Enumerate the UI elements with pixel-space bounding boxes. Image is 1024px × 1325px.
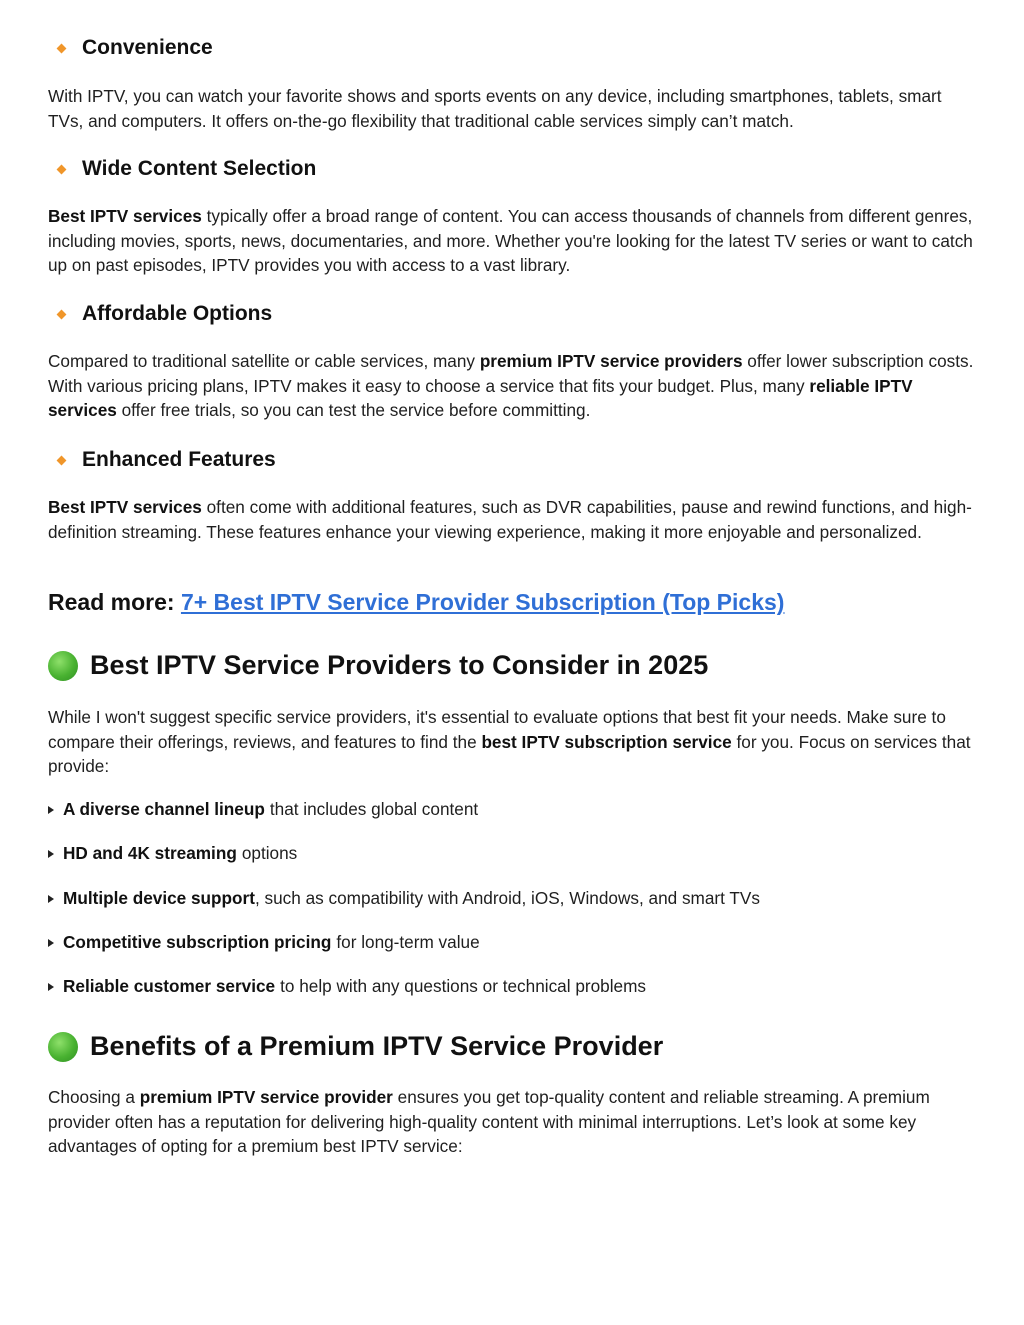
paragraph-text: Choosing a [48,1087,135,1107]
green-circle-icon [48,651,78,681]
heading-text: Best IPTV Service Providers to Consider in 2025 [90,650,709,680]
paragraph-text: offer lower subscription costs. With various pricing plans, IPTV makes it easy to choose a service that fits your budget. Plus, many [48,351,974,396]
paragraph-text: offer free trials, so you can test the service before committing. [121,400,591,420]
heading-text: Affordable Options [82,302,273,325]
orange-diamond-icon [57,455,67,465]
bold-phrase: HD and 4K streaming [63,843,237,863]
list-item [48,976,646,997]
list-item [48,799,478,820]
paragraph-text: While I won't suggest specific service providers, it's essential to evaluate options that best fit your needs. Make sure to compare their offerings, reviews, and features to find the [48,707,946,752]
heading-text: Wide Content Selection [82,157,317,180]
list-item-text: for long-term value [336,932,480,952]
bold-phrase: best IPTV subscription service [481,731,732,752]
section-heading-convenience [56,36,213,60]
bold-phrase: Multiple device support [63,888,255,908]
heading-benefits [48,1031,663,1062]
list-item-text: options [241,843,298,863]
triangle-bullet-icon [48,895,54,903]
paragraph-text: Compared to traditional satellite or cable services, many [48,351,476,371]
list-item [48,843,297,864]
bold-phrase: Competitive subscription pricing [63,932,332,952]
paragraph-benefits [48,1085,978,1159]
bold-phrase: premium IPTV service providers [479,351,743,371]
triangle-bullet-icon [48,806,54,814]
orange-diamond-icon [57,309,67,319]
bold-phrase: A diverse channel lineup [63,799,265,819]
paragraph-providers-intro [48,705,978,779]
bold-phrase: reliable IPTV services [48,375,913,420]
list-item [48,888,760,909]
triangle-bullet-icon [48,983,54,991]
green-circle-icon [48,1032,78,1062]
section-heading-affordable [56,302,272,326]
list-item-text: that includes global content [269,799,479,819]
paragraph-wide-content [48,204,978,278]
section-heading-wide-content [56,157,316,181]
bold-phrase: Best IPTV services [48,206,202,226]
paragraph-text: often come with additional features, such as DVR capabilities, pause and rewind functions, and high-definition streaming. These features enhance your viewing experience, making it more enjoyable and personalized. [48,497,972,542]
orange-diamond-icon [57,164,67,174]
paragraph-text: With IPTV, you can watch your favorite shows and sports events on any device, including smartphones, tablets, smart TVs, and computers. It offers on-the-go flexibility that traditional cable services simply can’t match. [48,86,942,131]
heading-text: Benefits of a Premium IPTV Service Provider [90,1031,664,1061]
paragraph-text: typically offer a broad range of content. You can access thousands of channels from different genres, including movies, sports, news, documentaries, and more. Whether you're looking for the latest TV series or want to catch up on past episodes, IPTV provides you with access to a vast library. [48,206,973,275]
heading-providers [48,650,708,681]
heading-text: Enhanced Features [82,448,276,471]
list-item-text: to help with any questions or technical problems [280,976,647,996]
section-heading-enhanced [56,448,276,472]
paragraph-text: for you. Focus on services that provide: [48,731,971,776]
heading-text: Convenience [82,36,213,59]
bold-phrase: Reliable customer service [63,976,276,996]
triangle-bullet-icon [48,850,54,858]
paragraph-enhanced [48,495,978,544]
read-more [48,589,784,616]
list-item [48,932,480,953]
paragraph-affordable [48,349,978,423]
read-more-link[interactable]: 7+ Best IPTV Service Provider Subscription (Top Picks) [180,589,785,615]
bold-phrase: Best IPTV services [48,497,202,517]
read-more-label: Read more: [48,589,175,615]
paragraph-convenience [48,84,978,133]
triangle-bullet-icon [48,939,54,947]
orange-diamond-icon [57,43,67,53]
bold-phrase: premium IPTV service provider [139,1087,393,1107]
list-item-text: , such as compatibility with Android, iOS, Windows, and smart TVs [254,888,760,908]
paragraph-text: ensures you get top-quality content and reliable streaming. A premium provider often has a reputation for delivering high-quality content with minimal interruptions. Let’s look at some key advantages of opting for a premium best IPTV service: [48,1087,930,1156]
